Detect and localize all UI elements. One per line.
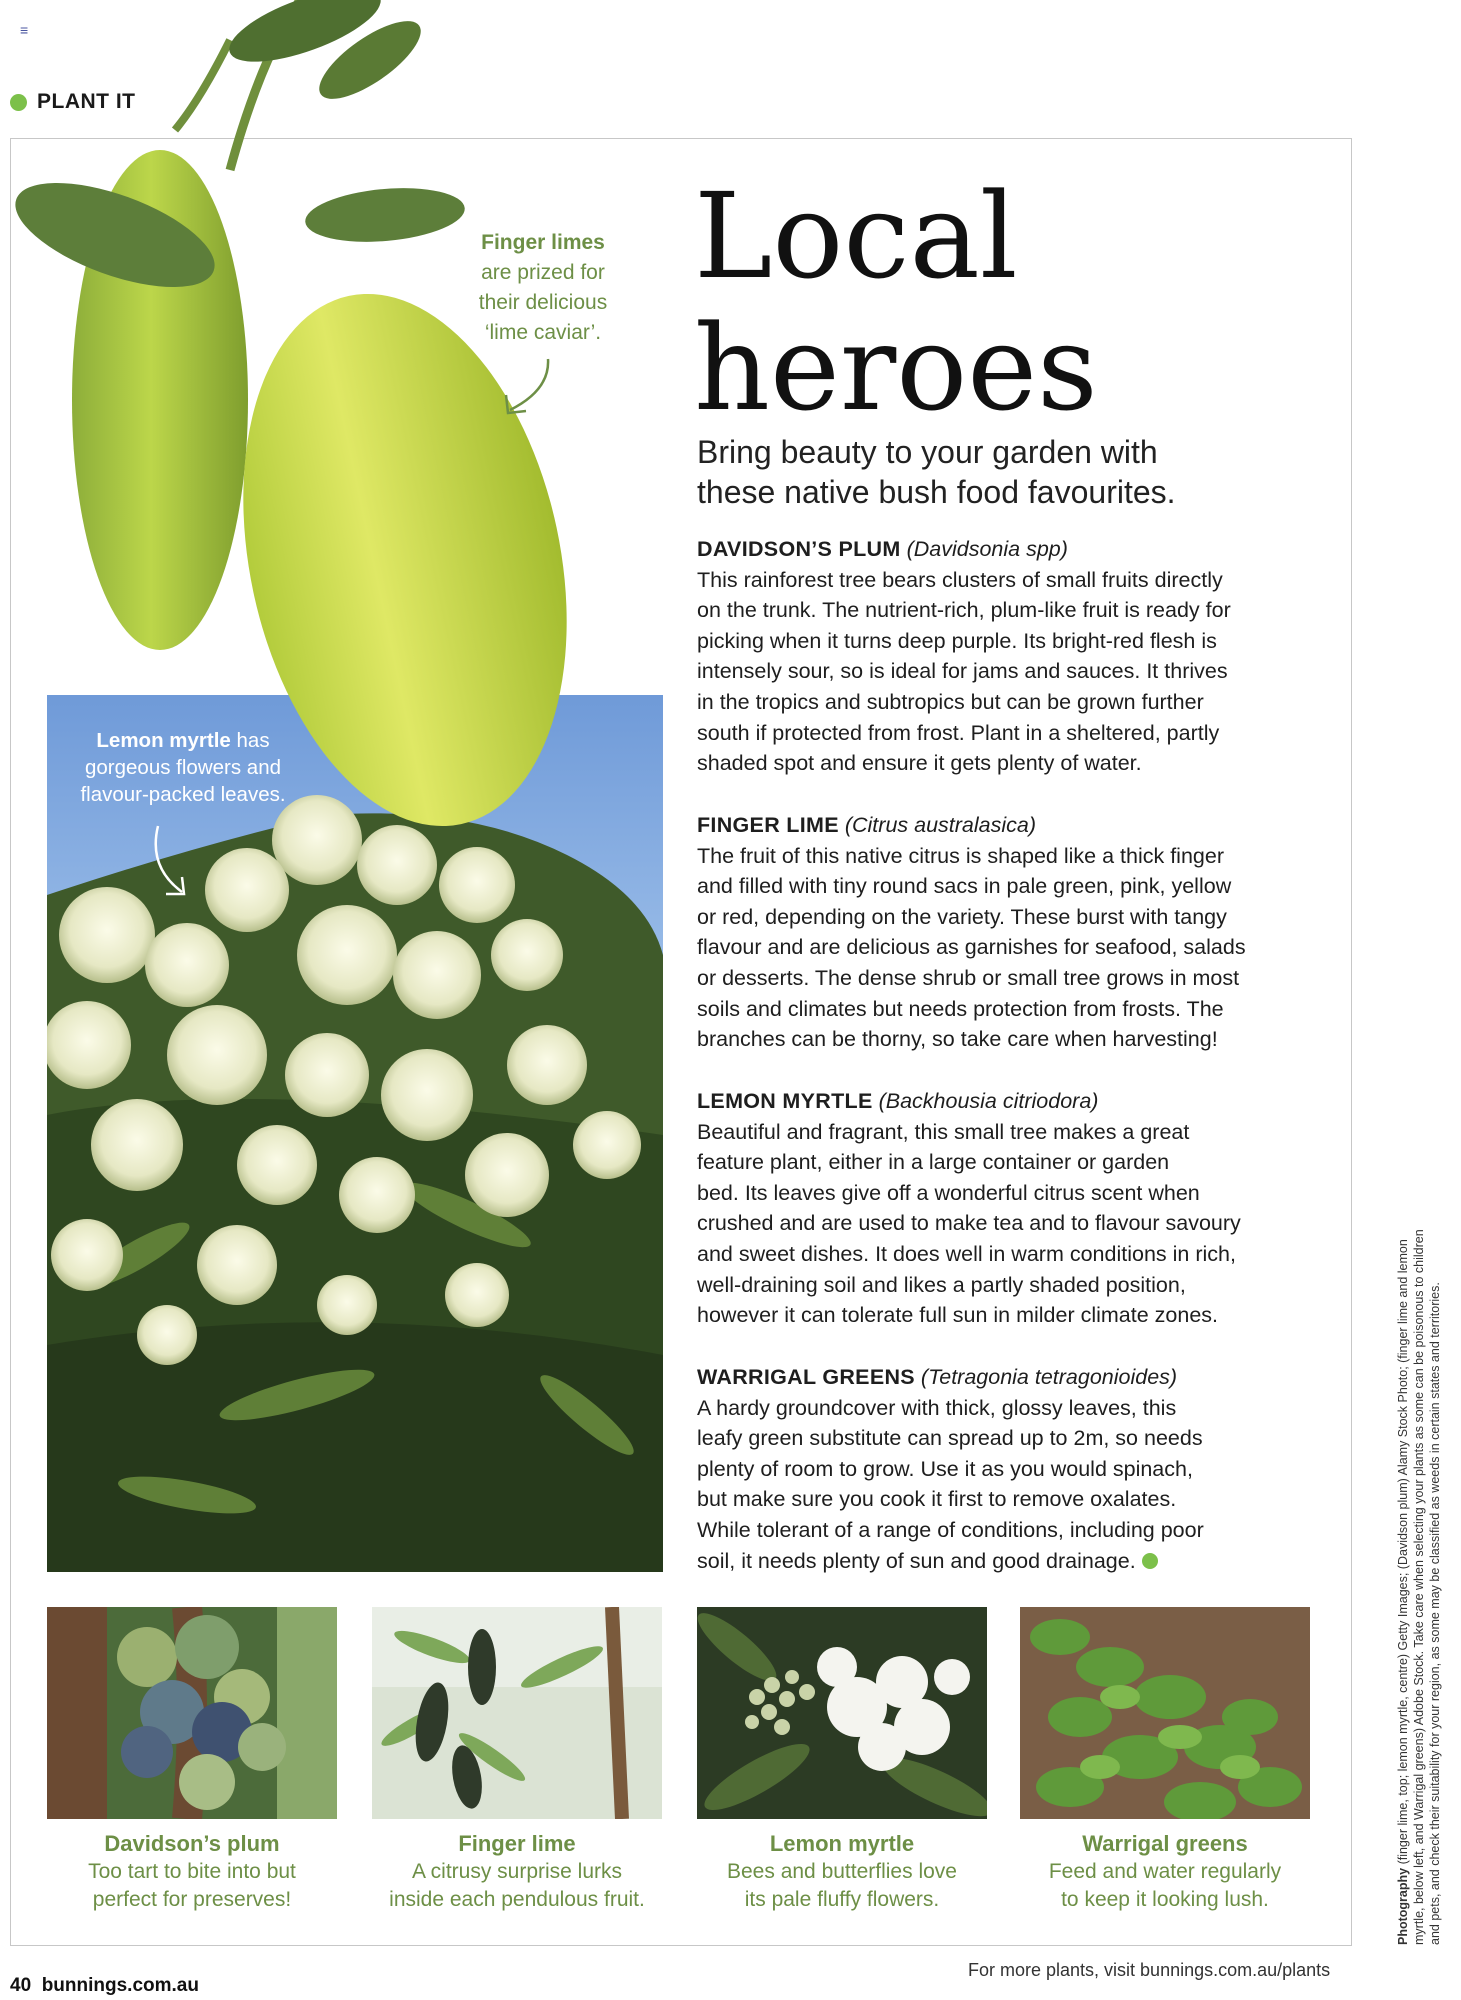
title-line-1: Local [694, 167, 1018, 305]
caption-line: inside each pendulous fruit. [389, 1888, 645, 1911]
finger-lime-illustration [0, 0, 600, 850]
entry-latin: (Citrus australasica) [844, 813, 1037, 837]
subtitle-line-2: these native bush food favourites. [697, 474, 1176, 510]
caption-line: A citrusy surprise lurks [411, 1860, 623, 1883]
annotation-finger-lime-line: are prized for [481, 261, 605, 284]
entry-line: soil, it needs plenty of sun and good drainage. [697, 1548, 1136, 1573]
thumb-warrigal-greens [1020, 1607, 1310, 1819]
caption-line: perfect for preserves! [92, 1888, 292, 1911]
annotation-finger-lime-name: Finger limes [481, 231, 605, 254]
entry-line: Beautiful and fragrant, this small tree makes a great [697, 1119, 1190, 1144]
annotation-finger-lime-line: ‘lime caviar’. [484, 321, 602, 344]
entry-line: and sweet dishes. It does well in warm conditions in rich, [697, 1241, 1236, 1266]
page-subtitle [697, 432, 1307, 512]
entry-finger-lime [697, 810, 1327, 1055]
credit-line: and pets, and check their suitability for your region, as some may be classified as weeds in certain states and territories. [1428, 1282, 1442, 1945]
entry-line: bed. Its leaves give off a wonderful citrus scent when [697, 1180, 1200, 1205]
entry-line: shaded spot and ensure it gets plenty of water. [697, 751, 1142, 776]
caption-title: Lemon myrtle [769, 1831, 915, 1856]
entry-line: While tolerant of a range of conditions, including poor [697, 1517, 1204, 1542]
caption-finger-lime [357, 1830, 677, 1914]
menu-icon: ≡ [20, 22, 29, 38]
footer-more-link[interactable]: For more plants, visit bunnings.com.au/plants [968, 1960, 1331, 1980]
entry-line: and filled with tiny round sacs in pale green, pink, yellow [697, 874, 1232, 899]
credit-line: (finger lime, top; lemon myrtle, centre) Getty Images; (Davidson plum) Alamy Stock Photo; (finger lime and lemon [1396, 1239, 1410, 1868]
entry-line: but make sure you cook it first to remove oxalates. [697, 1487, 1177, 1512]
entry-line: in the tropics and subtropics but can be grown further [697, 689, 1204, 714]
lemon-myrtle-arrow-icon [148, 822, 198, 902]
entry-line: feature plant, either in a large container or garden [697, 1150, 1170, 1175]
entry-line: soils and climates but needs protection from frosts. The [697, 996, 1224, 1021]
entry-davidsons-plum [697, 534, 1327, 779]
caption-title: Finger lime [458, 1831, 576, 1856]
section-label: PLANT IT [37, 90, 136, 113]
entry-lemon-myrtle [697, 1086, 1327, 1331]
entry-line: branches can be thorny, so take care when harvesting! [697, 1027, 1218, 1052]
subtitle-line-1: Bring beauty to your garden with [697, 434, 1158, 470]
entry-name: DAVIDSON’S PLUM [697, 537, 901, 561]
entry-line: plenty of room to grow. Use it as you would spinach, [697, 1456, 1193, 1481]
caption-line: to keep it looking lush. [1061, 1888, 1269, 1911]
caption-lemon-myrtle [682, 1830, 1002, 1914]
entry-line: This rainforest tree bears clusters of small fruits directly [697, 567, 1223, 592]
entry-name: FINGER LIME [697, 813, 839, 837]
entry-line: crushed and are used to make tea and to flavour savoury [697, 1211, 1241, 1236]
thumb-davidsons-plum [47, 1607, 337, 1819]
thumb-finger-lime [372, 1607, 662, 1819]
entry-line: on the trunk. The nutrient-rich, plum-like fruit is ready for [697, 598, 1231, 623]
entry-line: well-draining soil and likes a partly shaded position, [697, 1272, 1186, 1297]
caption-davidsons-plum [32, 1830, 352, 1914]
caption-title: Davidson’s plum [104, 1831, 280, 1856]
entry-latin: (Tetragonia tetragonioides) [920, 1365, 1178, 1389]
entry-latin: (Davidsonia spp) [906, 537, 1068, 561]
entry-latin: (Backhousia citriodora) [878, 1089, 1099, 1113]
finger-lime-thumb-illustration [372, 1607, 662, 1819]
photo-credit [1395, 1185, 1443, 1945]
page-footer [10, 1975, 199, 1997]
entry-line: intensely sour, so is ideal for jams and sauces. It thrives [697, 659, 1228, 684]
lemon-myrtle-annotation [58, 727, 308, 808]
title-line-2: heroes [694, 299, 1098, 437]
entry-name: LEMON MYRTLE [697, 1089, 873, 1113]
entry-name: WARRIGAL GREENS [697, 1365, 915, 1389]
caption-warrigal-greens [1005, 1830, 1325, 1914]
entry-warrigal-greens [697, 1362, 1327, 1576]
footer-site[interactable]: bunnings.com.au [41, 1975, 199, 1996]
end-dot-icon [1142, 1553, 1158, 1569]
caption-title: Warrigal greens [1082, 1831, 1248, 1856]
entry-line: however it can tolerate full sun in milder climate zones. [697, 1303, 1219, 1328]
entry-line: or red, depending on the variety. These burst with tangy [697, 904, 1227, 929]
credit-label: Photography [1396, 1867, 1410, 1945]
lemon-myrtle-thumb-illustration [697, 1607, 987, 1819]
entry-line: The fruit of this native citrus is shaped like a thick finger [697, 843, 1224, 868]
annotation-myrtle-line: gorgeous flowers and [84, 756, 281, 779]
page-number: 40 [10, 1975, 32, 1996]
entry-line: picking when it turns deep purple. Its bright-red flesh is [697, 628, 1217, 653]
caption-line: its pale fluffy flowers. [744, 1888, 940, 1911]
caption-line: Bees and butterflies love [727, 1860, 957, 1883]
annotation-finger-lime-line: their delicious [478, 291, 608, 314]
page-title [694, 167, 1098, 437]
annotation-myrtle-line: flavour-packed leaves. [80, 783, 286, 806]
entry-line: south if protected from frost. Plant in a sheltered, partly [697, 720, 1220, 745]
entry-line: A hardy groundcover with thick, glossy leaves, this [697, 1395, 1177, 1420]
caption-line: Feed and water regularly [1048, 1860, 1282, 1883]
davidsons-plum-illustration [47, 1607, 337, 1819]
entry-line: or desserts. The dense shrub or small tree grows in most [697, 965, 1240, 990]
annotation-myrtle-name: Lemon myrtle [96, 729, 231, 752]
thumb-lemon-myrtle [697, 1607, 987, 1819]
entry-line: flavour and are delicious as garnishes for seafood, salads [697, 935, 1246, 960]
annotation-myrtle-line: has [230, 729, 270, 752]
warrigal-greens-illustration [1020, 1607, 1310, 1819]
finger-lime-annotation [438, 228, 648, 348]
entry-line: leafy green substitute can spread up to 2m, so needs [697, 1426, 1203, 1451]
credit-line: myrtle, below left, and Warrigal greens) Adobe Stock. Take care when selecting your plants as some can be poisonous to children [1412, 1229, 1426, 1945]
caption-line: Too tart to bite into but [88, 1860, 296, 1883]
finger-lime-arrow-icon [500, 355, 560, 420]
